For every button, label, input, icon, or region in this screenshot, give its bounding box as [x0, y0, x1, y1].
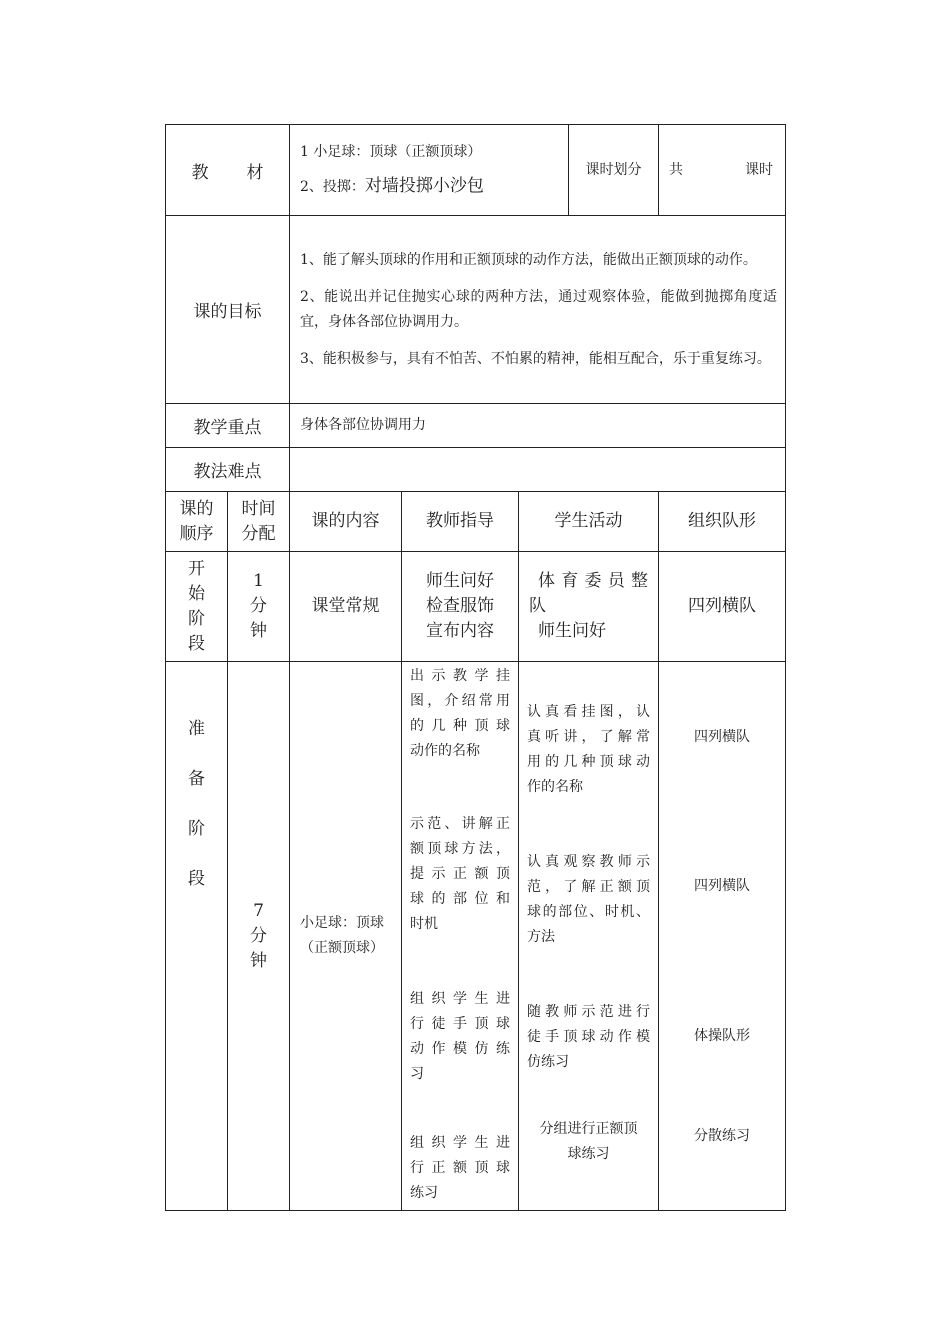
period-label: 课时划分 — [569, 125, 659, 216]
start-teacher: 师生问好 检查服饰 宣布内容 — [402, 552, 519, 662]
prep-stage-row — [166, 662, 786, 1211]
focus-row — [166, 404, 786, 448]
prep-content: 小足球：顶球 （正额顶球） — [290, 662, 402, 1211]
material-label: 教 材 — [166, 125, 290, 216]
header-order: 课的 顺序 — [166, 492, 228, 552]
objective-item: 3、能积极参与，具有不怕苦、不怕累的精神，能相互配合，乐于重复练习。 — [300, 350, 771, 367]
material-item-1: 1 小足球：顶球（正额顶球） — [300, 144, 482, 160]
schedule-header-row — [166, 492, 786, 552]
objective-item: 2、能说出并记住抛实心球的两种方法，通过观察体验，能做到抛掷角度适宜，身体各部位协调用力。 — [300, 288, 777, 330]
start-stage-row — [166, 552, 786, 662]
prep-stage-label: 准 备 阶 段 — [166, 662, 228, 1211]
difficulty-label: 教法难点 — [166, 448, 290, 492]
formation-item: 四列横队 — [694, 878, 750, 894]
objectives-list — [290, 216, 786, 404]
teacher-step: 示范、讲解正 额顶球方法， 提示正额顶 球的部位和 时机 — [410, 816, 510, 932]
material-items — [290, 125, 569, 216]
start-time: 1 分 钟 — [228, 552, 290, 662]
start-content: 课堂常规 — [290, 552, 402, 662]
difficulty-row — [166, 448, 786, 492]
header-content: 课的内容 — [290, 492, 402, 552]
header-teacher: 教师指导 — [402, 492, 519, 552]
student-step: 分组进行正额顶 球练习 — [539, 1121, 638, 1162]
header-formation: 组织队形 — [659, 492, 786, 552]
prep-time: 7 分 钟 — [228, 662, 290, 1211]
start-student: 体育委员整 队 师生问好 — [519, 552, 659, 662]
prep-teacher — [402, 662, 519, 1211]
material-row — [166, 125, 786, 216]
prep-student — [519, 662, 659, 1211]
teacher-step: 组织学生进 行正额顶球 练习 — [410, 1135, 510, 1201]
teacher-step: 出示教学挂 图，介绍常用 的几种顶球 动作的名称 — [410, 668, 510, 759]
student-step: 认真观察教师示 范，了解正额顶 球的部位、时机、 方法 — [527, 854, 650, 945]
formation-item: 分散练习 — [694, 1128, 750, 1144]
focus-value: 身体各部位协调用力 — [290, 404, 786, 448]
student-step: 认真看挂图，认 真听讲，了解常 用的几种顶球动 作的名称 — [527, 704, 650, 795]
material-item-2: 2、投掷：对墙投掷小沙包 — [300, 176, 484, 196]
formation-item: 四列横队 — [694, 729, 750, 745]
objectives-row — [166, 216, 786, 404]
prep-formation — [659, 662, 786, 1211]
header-time: 时间 分配 — [228, 492, 290, 552]
header-student: 学生活动 — [519, 492, 659, 552]
start-stage-label: 开 始 阶 段 — [166, 552, 228, 662]
formation-item: 体操队形 — [694, 1028, 750, 1044]
lesson-plan-table — [165, 124, 786, 1211]
objectives-label: 课的目标 — [166, 216, 290, 404]
teacher-step: 组织学生进 行徒手顶球 动作模仿练 习 — [410, 991, 510, 1082]
objective-item: 1、能了解头顶球的作用和正额顶球的动作方法，能做出正额顶球的动作。 — [300, 251, 757, 268]
total-periods: 共 课时 — [659, 125, 786, 216]
start-formation: 四列横队 — [659, 552, 786, 662]
student-step: 随教师示范进行 徒手顶球动作模 仿练习 — [527, 1004, 650, 1070]
focus-label: 教学重点 — [166, 404, 290, 448]
difficulty-value — [290, 448, 786, 492]
